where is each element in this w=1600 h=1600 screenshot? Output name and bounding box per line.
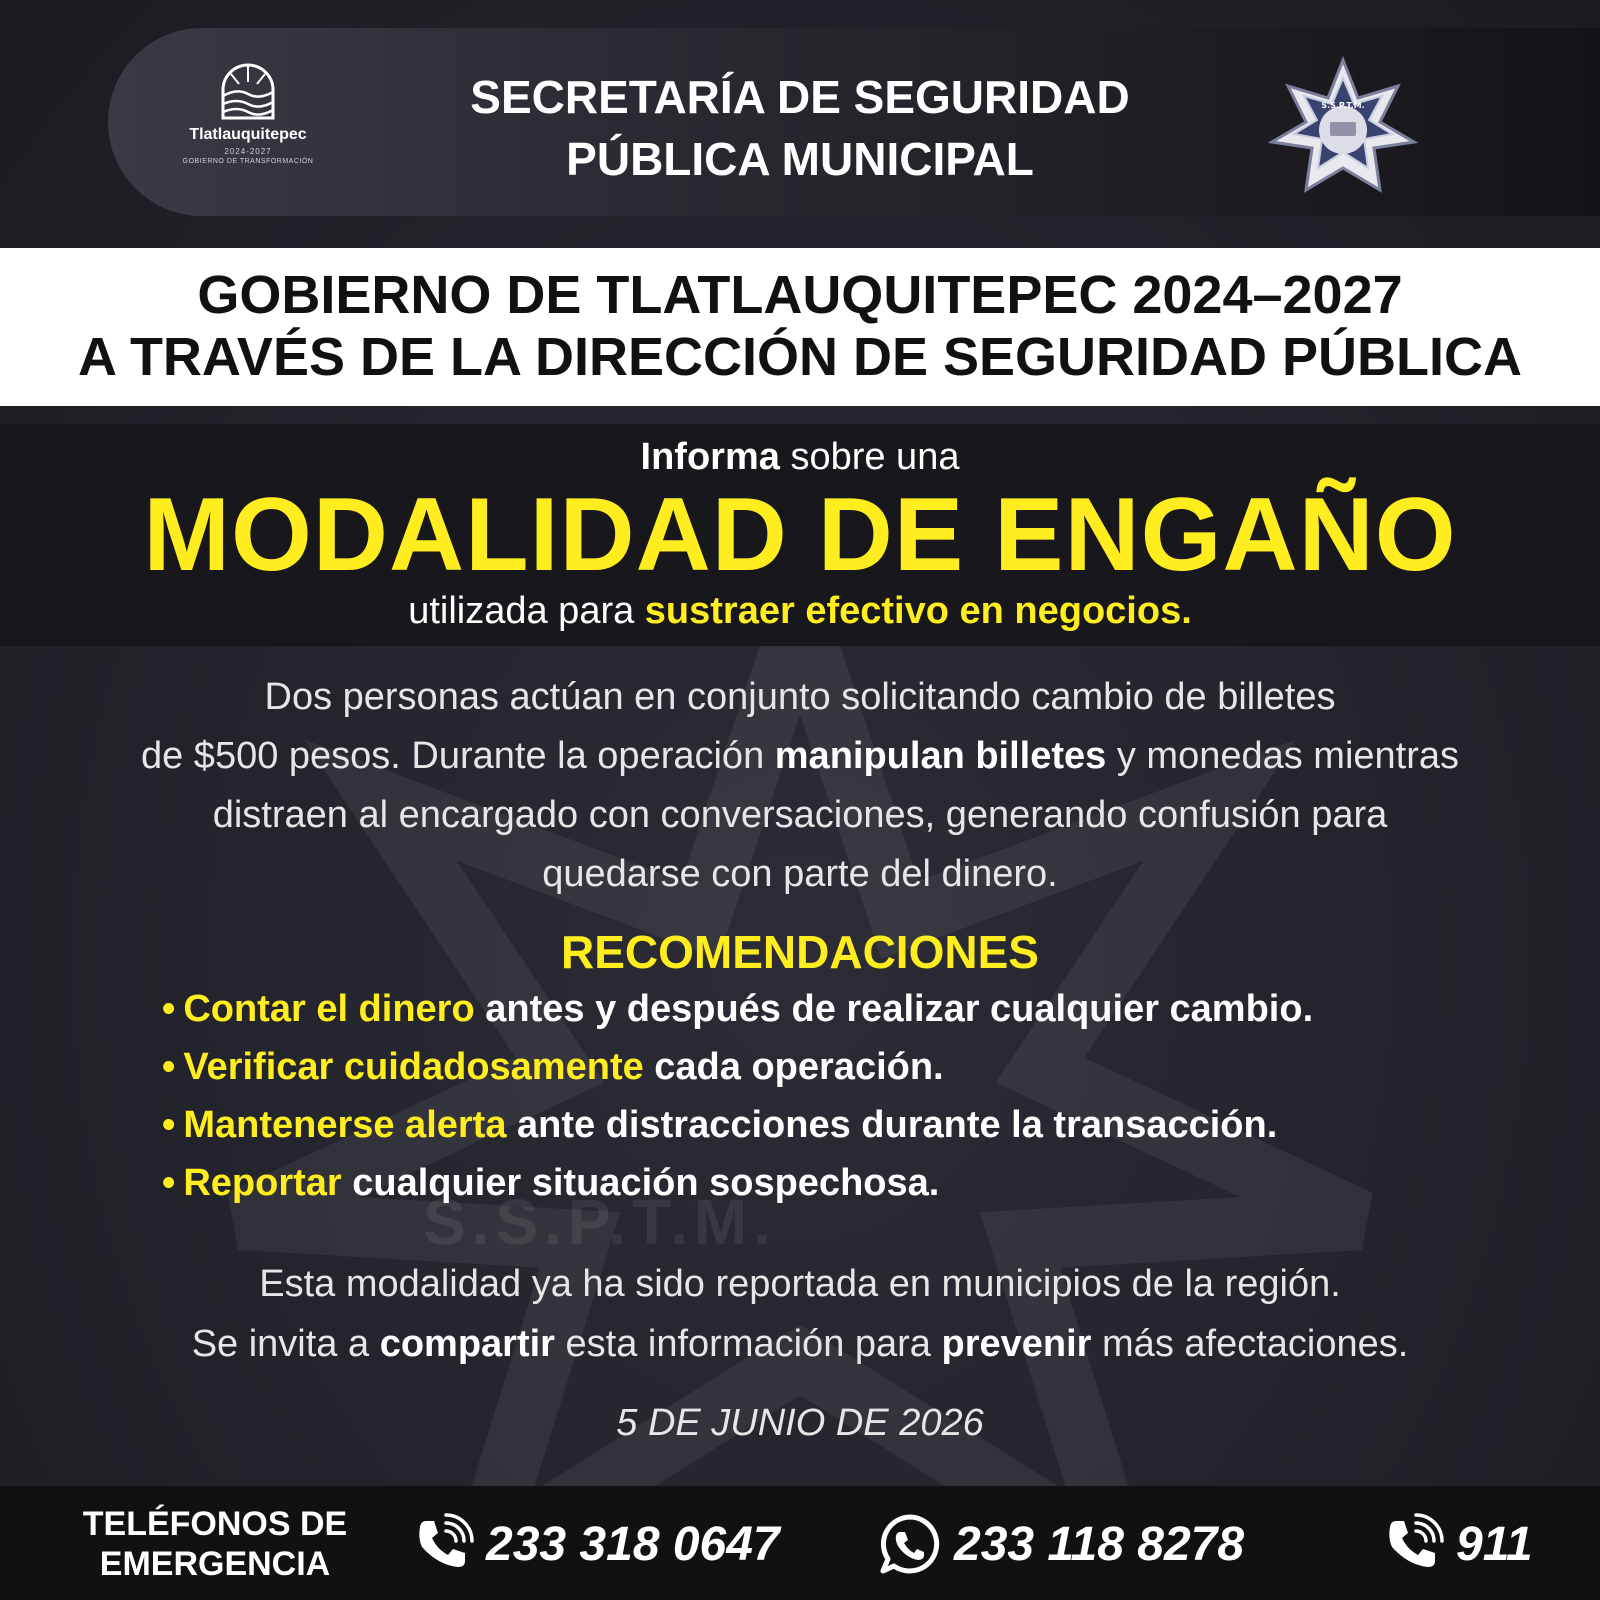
informa-line	[0, 435, 1600, 479]
emergency-label	[60, 1504, 370, 1584]
title-line-1: SECRETARÍA DE SEGURIDAD	[470, 71, 1130, 123]
list-item	[162, 1038, 1502, 1096]
informa-bold: Informa	[640, 436, 780, 478]
informa-rest: sobre una	[779, 436, 960, 478]
logo-years: 2024-2027	[224, 147, 272, 156]
recommendations-title: RECOMENDACIONES	[561, 926, 1039, 978]
closing-text-e: más afectaciones.	[1091, 1323, 1409, 1365]
emergency-label-line-2: EMERGENCIA	[99, 1545, 331, 1583]
recommendation-text: antes y después de realizar cualquier cambio.	[474, 988, 1314, 1030]
government-band	[0, 248, 1600, 406]
police-star-badge-icon	[1268, 56, 1418, 206]
description-line-2-bold: manipulan billetes	[774, 735, 1107, 777]
closing-bold-share: compartir	[379, 1323, 555, 1365]
closing-text-a: Se invita a	[191, 1323, 380, 1365]
description-line-2-post: y monedas mientras	[1106, 735, 1460, 777]
list-item	[162, 1154, 1502, 1212]
subline	[0, 591, 1600, 631]
title-line-2: PÚBLICA MUNICIPAL	[566, 133, 1034, 185]
bullet: •	[162, 988, 176, 1030]
arch-emblem-icon	[217, 60, 279, 122]
closing-bold-prevent: prevenir	[941, 1323, 1092, 1365]
bullet: •	[162, 1104, 176, 1146]
description-line-1: Dos personas actúan en conjunto solicitando cambio de billetes	[264, 676, 1336, 718]
list-item	[162, 980, 1502, 1038]
recommendation-highlight: Verificar cuidadosamente	[183, 1046, 644, 1088]
phone-number-text: 911	[1456, 1517, 1533, 1571]
subline-pre: utilizada para	[408, 590, 645, 632]
subline-highlight: sustraer efectivo en negocios.	[644, 590, 1192, 632]
recommendation-text: ante distracciones durante la transacción.	[506, 1104, 1278, 1146]
recommendations-list	[162, 980, 1502, 1212]
headline: MODALIDAD DE ENGAÑO	[143, 477, 1457, 593]
page-title	[380, 66, 1220, 190]
publication-date: 5 DE JUNIO DE 2026	[616, 1402, 984, 1444]
recommendation-text: cada operación.	[643, 1046, 944, 1088]
closing-text	[30, 1254, 1570, 1374]
phone-number-text: 233 118 8278	[954, 1517, 1245, 1571]
logo-subtitle: GOBIERNO DE TRANSFORMACIÓN	[182, 158, 314, 165]
whatsapp-icon	[878, 1512, 942, 1576]
description-line-2	[30, 727, 1570, 786]
recommendation-text: cualquier situación sospechosa.	[341, 1162, 940, 1204]
description-line-4: quedarse con parte del dinero.	[542, 853, 1058, 895]
watermark-text: S.S.P.T.M.	[422, 1186, 778, 1258]
phone-number-text: 233 318 0647	[486, 1517, 780, 1571]
description-line-3: distraen al encargado con conversaciones, generando confusión para	[212, 794, 1388, 836]
emergency-footer	[0, 1486, 1600, 1600]
description-line-2-pre: de $500 pesos. Durante la operación	[140, 735, 775, 777]
bullet: •	[162, 1046, 176, 1088]
bullet: •	[162, 1162, 176, 1204]
phone-number-2[interactable]	[878, 1512, 1244, 1576]
municipal-logo	[168, 60, 328, 190]
logo-name: Tlatlauquitepec	[189, 126, 307, 143]
description	[30, 668, 1570, 904]
phone-number-3[interactable]	[1382, 1512, 1533, 1576]
recommendation-highlight: Contar el dinero	[183, 988, 475, 1030]
emergency-label-line-1: TELÉFONOS DE	[82, 1505, 348, 1543]
phone-call-icon	[1382, 1513, 1444, 1575]
closing-line-1: Esta modalidad ya ha sido reportada en municipios de la región.	[259, 1263, 1341, 1305]
list-item	[162, 1096, 1502, 1154]
alert-block	[0, 424, 1600, 646]
badge-text: S.S.P.T.M.	[1321, 101, 1365, 110]
closing-line-2	[30, 1314, 1570, 1374]
phone-call-icon	[412, 1513, 474, 1575]
band-line-2: A TRAVÉS DE LA DIRECCIÓN DE SEGURIDAD PÚBLICA	[77, 327, 1523, 387]
recommendation-highlight: Mantenerse alerta	[183, 1104, 507, 1146]
band-line-1: GOBIERNO DE TLATLAUQUITEPEC 2024–2027	[197, 265, 1403, 325]
phone-number-1[interactable]	[412, 1512, 780, 1576]
closing-text-c: esta información para	[554, 1323, 942, 1365]
recommendation-highlight: Reportar	[183, 1162, 342, 1204]
